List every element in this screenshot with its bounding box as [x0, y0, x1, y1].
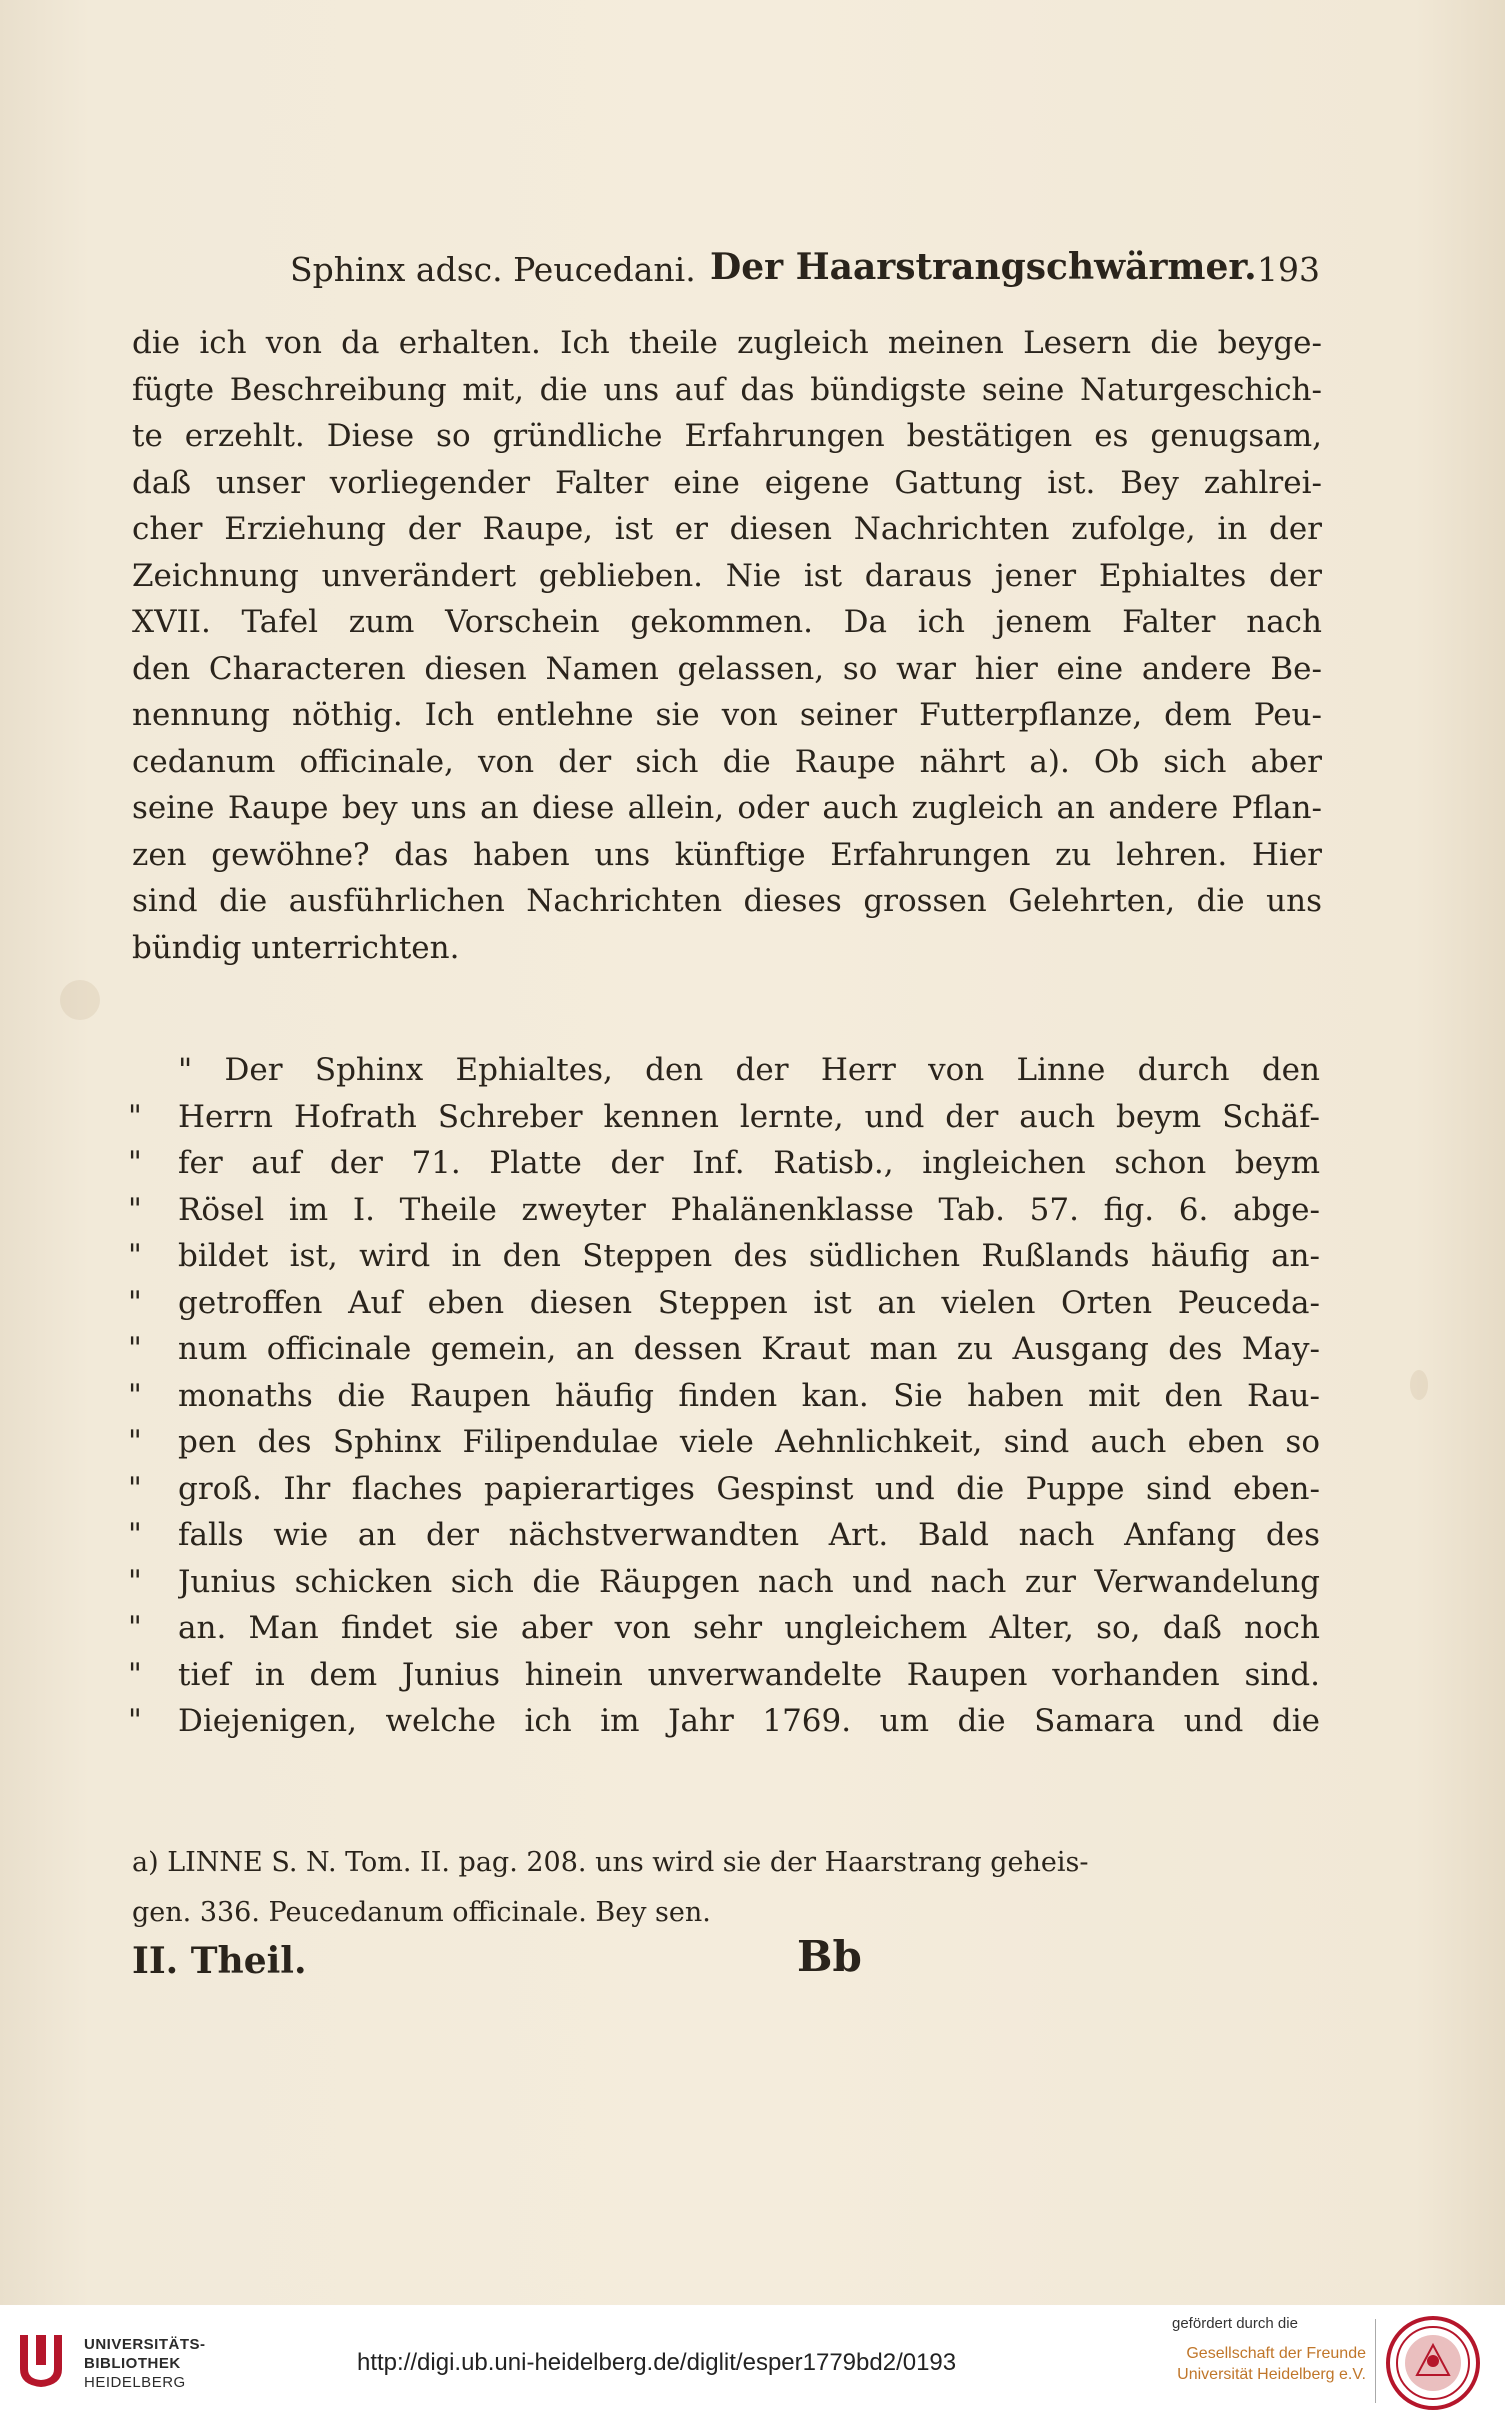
society-line: Gesellschaft der Freunde [1186, 2345, 1366, 2362]
quote-mark: " [128, 1703, 142, 1738]
quote-line: " Der Sphinx Ephialtes, den der Herr von Linne durch den [178, 1052, 1320, 1088]
text-line: te erzehlt. Diese so gründliche Erfahrungen bestätigen es genugsam, [132, 418, 1322, 454]
quote-mark: " [128, 1191, 142, 1227]
text-line: XVII. Tafel zum Vorschein gekommen. Da ich jenem Falter nach [132, 604, 1322, 640]
footnote-line: a) LINNE S. N. Tom. II. pag. 208. uns wird sie der Haarstrang geheis- [132, 1847, 1089, 1878]
body-paragraph [132, 320, 1322, 971]
quote-mark: " [128, 1098, 142, 1134]
quote-line: getroffen Auf eben diesen Steppen ist an vielen Orten Peuceda- [178, 1284, 1320, 1321]
quote-mark: " [128, 1563, 142, 1599]
text-line: fügte Beschreibung mit, die uns auf das bündigste seine Naturgeschich- [132, 371, 1322, 408]
text-line: cher Erziehung der Raupe, ist er diesen Nachrichten zufolge, in der [132, 511, 1322, 547]
library-logo-icon [14, 2329, 68, 2391]
footnote-line: gen. 336. Peucedanum officinale. Bey sen. [132, 1897, 711, 1928]
quote-line: Junius schicken sich die Räupgen nach und nach zur Verwandelung [178, 1563, 1320, 1600]
library-name [84, 2335, 206, 2392]
quote-line: pen des Sphinx Filipendulae viele Aehnlichkeit, sind auch eben so [178, 1424, 1320, 1460]
library-name-line: BIBLIOTHEK [84, 2355, 181, 2372]
library-name-line: HEIDELBERG [84, 2374, 186, 2391]
text-line: bündig unterrichten. [132, 929, 460, 966]
paper-stain [60, 980, 100, 1020]
header-german-title: Der Haarstrangschwärmer. [710, 246, 1257, 288]
quoted-passage [178, 1047, 1320, 1745]
sponsor-society [1166, 2343, 1366, 2385]
quote-mark: " [128, 1470, 142, 1506]
quote-mark: " [128, 1656, 142, 1692]
text-line: sind die ausführlichen Nachrichten dieses grossen Gelehrten, die uns [132, 883, 1322, 919]
text-line: daß unser vorliegender Falter eine eigene Gattung ist. Bey zahlrei- [132, 464, 1322, 501]
quote-line: tief in dem Junius hinein unverwandelte Raupen vorhanden sind. [178, 1656, 1320, 1693]
quote-line: num officinale gemein, an dessen Kraut man zu Ausgang des May- [178, 1331, 1320, 1367]
paper-stain [1410, 1370, 1428, 1400]
quote-line: bildet ist, wird in den Steppen des südlichen Rußlands häufig an- [178, 1238, 1320, 1274]
sheet-signature: Bb [797, 1932, 862, 1981]
quote-line: an. Man findet sie aber von sehr ungleichem Alter, so, daß noch [178, 1610, 1320, 1646]
quote-mark: " [128, 1610, 142, 1645]
quote-mark: " [128, 1284, 142, 1320]
text-line: zen gewöhne? das haben uns künftige Erfahrungen zu lehren. Hier [132, 836, 1322, 873]
digitization-footer-bar [0, 2305, 1505, 2416]
quote-marks-column [128, 1047, 168, 1745]
quote-mark: " [128, 1377, 142, 1413]
text-line: cedanum officinale, von der sich die Raupe nährt a). Ob sich aber [132, 743, 1322, 780]
quote-mark: " [128, 1238, 142, 1273]
footnote [132, 1838, 1322, 1938]
quote-mark: " [128, 1331, 142, 1366]
running-header [290, 246, 1320, 296]
text-line: die ich von da erhalten. Ich theile zugleich meinen Lesern die beyge- [132, 325, 1322, 361]
quote-mark: " [128, 1517, 142, 1552]
society-line: Universität Heidelberg e.V. [1177, 2366, 1366, 2383]
quote-line: Rösel im I. Theile zweyter Phalänenklasse Tab. 57. fig. 6. abge- [178, 1191, 1320, 1228]
text-line: seine Raupe bey uns an diese allein, oder auch zugleich an andere Pflan- [132, 790, 1322, 826]
text-line: Zeichnung unverändert geblieben. Nie ist daraus jener Ephialtes der [132, 557, 1322, 594]
library-name-line: UNIVERSITÄTS- [84, 2336, 206, 2353]
text-line: nennung nöthig. Ich entlehne sie von seiner Futterpflanze, dem Peu- [132, 697, 1322, 733]
quote-mark: " [128, 1145, 142, 1180]
quote-line: monaths die Raupen häufig finden kan. Sie haben mit den Rau- [178, 1377, 1320, 1414]
quote-line: groß. Ihr flaches papierartiges Gespinst und die Puppe sind eben- [178, 1470, 1320, 1507]
quote-line: falls wie an der nächstverwandten Art. Bald nach Anfang des [178, 1517, 1320, 1553]
permalink-url[interactable]: http://digi.ub.uni-heidelberg.de/diglit/esper1779bd2/0193 [357, 2349, 957, 2376]
part-label: II. Theil. [132, 1940, 307, 1982]
header-latin-title: Sphinx adsc. Peucedani. [290, 250, 696, 289]
text-line: den Characteren diesen Namen gelassen, so war hier eine andere Be- [132, 650, 1322, 687]
page-number: 193 [1257, 250, 1320, 289]
quote-mark: " [128, 1424, 142, 1459]
quote-line: fer auf der 71. Platte der Inf. Ratisb., ingleichen schon beym [178, 1145, 1320, 1181]
university-seal-icon [1385, 2315, 1481, 2411]
signature-line [132, 1932, 1322, 2000]
footer-divider [1375, 2319, 1376, 2403]
sponsor-note: gefördert durch die [1172, 2315, 1298, 2332]
quote-line: Diejenigen, welche ich im Jahr 1769. um die Samara und die [178, 1703, 1320, 1739]
quote-line: Herrn Hofrath Schreber kennen lernte, und der auch beym Schäf- [178, 1098, 1320, 1135]
